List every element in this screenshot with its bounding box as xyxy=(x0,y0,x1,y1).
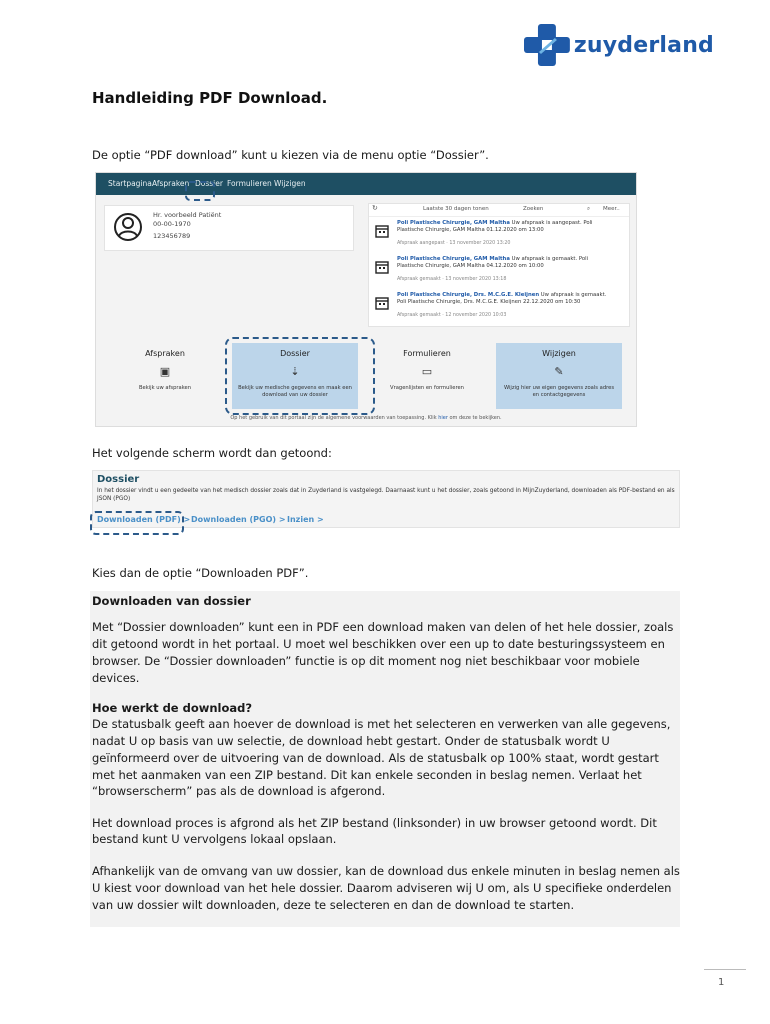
pencil-icon: ✎ xyxy=(554,365,564,378)
nav-item-afspraken[interactable]: Afspraken xyxy=(152,179,190,188)
zuyderland-logo xyxy=(524,24,714,66)
message-text: Poli Plastische Chirurgie, GAM Maltha Uw afspraak is aangepast. Poli Plastische Chirurgie, GAM Maltha 01.12.2020 om 13:00 xyxy=(397,220,593,233)
messages-toolbar xyxy=(369,204,629,217)
tile-title: Dossier xyxy=(280,349,310,358)
search-icon[interactable]: ⌕ xyxy=(587,206,591,212)
message-text: Poli Plastische Chirurgie, GAM Maltha Uw afspraak is gemaakt. Poli Plastische Chirurgie, GAM Maltha 04.12.2020 om 10:00 xyxy=(397,256,589,269)
dossier-icon: ⇣ xyxy=(290,365,300,378)
info-line: U kiest voor download van het hele dossier. Daarom adviseren wij U om, als U specifieke onderdelen xyxy=(92,881,672,895)
tile-title: Wijzigen xyxy=(542,349,576,358)
info-line: Het download proces is afgrond als het ZIP bestand (linksonder) in uw browser getoond wordt. Dit xyxy=(92,816,657,830)
tile-afspraken[interactable] xyxy=(102,343,228,409)
avatar-icon xyxy=(113,212,143,242)
info-heading: Hoe werkt de download? xyxy=(92,701,253,715)
info-line: browser. De “Dossier downloaden” functie is op dit moment nog niet beschikbaar voor mobiele xyxy=(92,654,640,668)
calendar-icon xyxy=(375,224,389,238)
messages-panel xyxy=(368,203,630,327)
info-line: “browserscherm” pas als de download is afgerond. xyxy=(92,784,386,798)
calendar-icon xyxy=(375,260,389,274)
info-line: geïnformeerd over de uitvoering van de download. Als de statusbalk op 100% staat, wordt gestart xyxy=(92,751,659,765)
nav-item-wijzigen[interactable]: Wijzigen xyxy=(274,179,306,188)
info-line: Afhankelijk van de omvang van uw dossier, kan de download dus enkele minuten in beslag nemen als xyxy=(92,864,680,878)
logo-wordmark: zuyderland xyxy=(573,32,714,58)
portal-screenshot xyxy=(95,172,637,427)
tile-desc: Wijzig hier uw eigen gegevens zoals adres en contactgegevens xyxy=(503,385,615,398)
info-line: met het aanmaken van een ZIP bestand. Dit kan enkele seconden in beslag nemen. Verlaat het xyxy=(92,768,642,782)
nav-item-dossier[interactable]: Dossier xyxy=(195,179,223,188)
footer-text-end: om deze te bekijken. xyxy=(449,415,502,421)
date-filter[interactable]: Laatste 30 dagen tonen xyxy=(423,206,489,212)
next-screen-text: Het volgende scherm wordt dan getoond: xyxy=(92,446,332,460)
tile-desc: Bekijk uw afspraken xyxy=(138,385,192,391)
message-meta: Afspraak aangepast · 13 november 2020 13:20 xyxy=(397,241,511,246)
footer-link[interactable]: hier xyxy=(438,415,448,421)
download-pdf-highlight xyxy=(90,511,184,535)
message-meta: Afspraak gemaakt · 12 november 2020 10:03 xyxy=(397,313,507,318)
message-item[interactable] xyxy=(371,290,627,326)
dossier-description: In het dossier vindt u een gedeelte van het medisch dossier zoals dat in Zuyderland is vastgelegd. Daarnaast kunt u het dossier, zoals getoond in MijnZuyderland, downloaden als PDF-bestand en als JSON (PGO) xyxy=(97,488,675,502)
info-line: dit getoond wordt in het portaal. U moet wel beschikken over een up to date besturingssysteem en xyxy=(92,637,665,651)
tile-wijzigen[interactable] xyxy=(496,343,622,409)
portal-footer xyxy=(96,415,636,421)
download-pgo-link[interactable]: Downloaden (PGO) > xyxy=(191,515,286,524)
profile-dob: 00-00-1970 xyxy=(153,220,191,228)
info-line: De statusbalk geeft aan hoever de download is met het selecteren en verwerken van alle gegevens, xyxy=(92,717,671,731)
info-line: devices. xyxy=(92,671,140,685)
tile-formulieren[interactable] xyxy=(364,343,490,409)
nav-item-formulieren[interactable]: Formulieren xyxy=(227,179,272,188)
download-pdf-link[interactable]: Downloaden (PDF) > xyxy=(97,515,191,524)
tile-title: Afspraken xyxy=(145,349,185,358)
footer-text: Op het gebruik van dit portaal zijn de algemene voorwaarden van toepassing. Klik xyxy=(230,415,437,421)
nav-item-startpagina[interactable]: Startpagina xyxy=(108,179,152,188)
profile-id: 123456789 xyxy=(153,232,191,240)
info-line: bestand kunt U vervolgens lokaal opslaan. xyxy=(92,832,337,846)
tile-desc: Vragenlijsten en formulieren xyxy=(390,385,464,391)
info-box xyxy=(90,591,680,927)
message-text: Poli Plastische Chirurgie, Drs. M.C.G.E. Kleijnen Uw afspraak is gemaakt. Poli Plastische Chirurgie, Drs. M.C.G.E. Kleijnen 22.12.2020 om 10:30 xyxy=(397,292,607,305)
page-heading: Handleiding PDF Download. xyxy=(92,89,328,107)
profile-name: Hr. voorbeeld Patiënt xyxy=(153,211,222,219)
calendar-icon: ▣ xyxy=(159,365,171,378)
info-line: van uw dossier wilt downloaden, deze te selecteren en dan de download te starten. xyxy=(92,898,575,912)
intro-text: De optie “PDF download” kunt u kiezen via de menu optie “Dossier”. xyxy=(92,148,489,162)
more-button[interactable]: Meer.. xyxy=(603,206,620,212)
tile-title: Formulieren xyxy=(403,349,451,358)
form-icon: ▭ xyxy=(421,365,433,378)
dossier-highlight xyxy=(185,181,215,201)
info-heading: Downloaden van dossier xyxy=(92,594,251,608)
profile-card xyxy=(104,205,354,251)
message-meta: Afspraak gemaakt · 13 november 2020 13:18 xyxy=(397,277,507,282)
inzien-link[interactable]: Inzien > xyxy=(287,515,324,524)
message-item[interactable] xyxy=(371,218,627,254)
info-line: Met “Dossier downloaden” kunt een in PDF een download maken van delen of het hele dossier, zoals xyxy=(92,620,674,634)
tile-desc: Bekijk uw medische gegevens en maak een download van uw dossier xyxy=(238,385,352,398)
portal-nav xyxy=(96,173,636,195)
calendar-icon xyxy=(375,296,389,310)
message-item[interactable] xyxy=(371,254,627,290)
page-divider xyxy=(704,969,746,970)
choose-text: Kies dan de optie “Downloaden PDF”. xyxy=(92,566,309,580)
zuyderland-logo-mark xyxy=(524,24,570,66)
search-input[interactable]: Zoeken xyxy=(523,206,544,212)
dossier-tile-highlight xyxy=(225,337,375,415)
info-line: nadat U op basis van uw selectie, de download hebt gestart. Onder de statusbalk wordt U xyxy=(92,734,610,748)
page-number: 1 xyxy=(718,977,725,988)
refresh-icon[interactable]: ↻ xyxy=(372,204,378,212)
dossier-title: Dossier xyxy=(97,474,140,485)
